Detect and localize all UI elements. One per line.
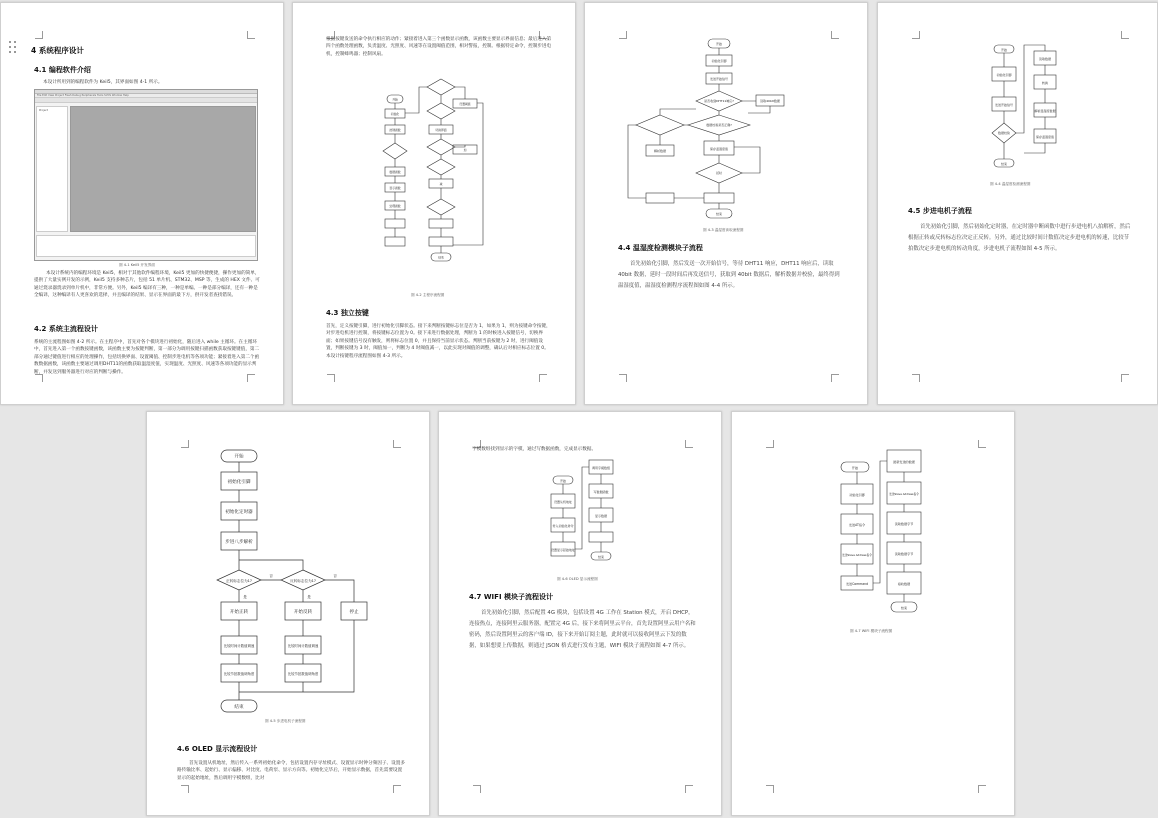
keil5-screenshot [34,89,258,261]
flow-node: 开始 [1000,48,1008,52]
flow-node: 初始化引脚 [711,59,727,63]
flow-node: 初始化引脚 [996,73,1012,77]
flow-node: 延时 [715,171,723,175]
flow-node: 初始化定时器 [225,510,253,515]
humidity-flowchart [990,41,1060,176]
flow-node: 发送Command [845,582,869,586]
flow-node: 写数据函数 [593,490,609,494]
section-heading: 4.3 独立按键 [326,309,369,317]
flow-node: 初始化引脚 [227,480,251,485]
flow-node: 保存温湿度值 [1035,135,1055,139]
flow-label-yes: 是 [243,595,247,599]
page-5 [146,411,430,816]
flow-node: 设置显示起始地址 [550,548,576,552]
flow-node: 读取数据字节 [894,522,914,526]
flow-node: 显示函数 [389,186,401,190]
flow-node: 正转标志位为1? [226,579,252,583]
flow-node: 处理函数 [389,204,401,208]
flow-node: 接收数据 [897,582,911,586]
figure-caption: 图 4-5 步进电机子流程图 [265,719,306,723]
flow-node: 开始 [234,454,244,460]
flow-label-no: 否 [333,574,337,578]
flow-node: 发送AT指令 [848,523,866,527]
paragraph: 根据按键发送的命令执行相应的动作；紧接着进入第三个函数显示函数，该函数主要显示界面信息；最后进入第四个函数处理函数，负责温度、光照度、风速等在设置阈值范围，相对警报，控制。根据特定命令，控制步进电机，控制蜂鸣器；控制风扇。 [326,37,552,57]
figure-caption: 图 4-7 WIFI 模块子流程图 [850,629,893,633]
figure-caption: 图 4-3 温湿度读取流程图 [703,228,744,232]
flow-node: 减 [439,182,443,186]
page-7 [731,411,1015,816]
paragraph: 首先初始化引脚，然后配置 4G 模块，包括设置 4G 工作在 Station 模式，开启 DHCP，连接热点，连接阿里云服务器，配置完 4G 后，接下来将阿里云平台，首先设置阿里云用户名和密码，然后设置阿里云的客户端 ID，接下来开始订阅主题，此时就可以接收阿里云下发的数据，如果想要上传数据，则通过 JSON 格式进行发布主题，WIFI 模块子流程如图 4-7 所示。 [469,610,696,649]
flow-node: 开始 [851,466,859,470]
flow-node: 开始反转 [293,610,313,615]
screenshot-menu: File Edit View Project Flash Debug Peripherals Tools SVCS Window Help [35,94,257,98]
flow-node: 结束 [900,606,908,610]
flow-node: 结束 [715,212,723,216]
paragraph: 本设计系统内的编程环境是 Keil5，相对于其他软件编程环境，Keil5 更加的快捷便捷，操作更加的简单，提供了大量实例开发的示例，Keil5 支持多种芯片，包括 51 单片机、STM32、MSP 等，生成的 HEX 文件、可通过烧录器烧录到单片机中，非常方便。另外，Keil5 编译有三种，一种是单编、一种是部分编译，还有一种是全编译，这种编译有人更喜欢的选择，并且编译的结果、显示在界面的最下方，供开发者查找错误。 [34,271,260,299]
flow-node: 传入初始化命令 [552,524,574,528]
flow-node: 保存温湿度值 [709,147,729,151]
flow-node: 开始正转 [229,610,249,615]
flow-node: 反转标志位为1? [290,579,316,583]
screenshot-build-output [36,235,256,257]
wifi-flowchart [837,448,937,618]
flow-node: 发送开始信号 [709,77,729,81]
flow-node: 调用字模数组 [591,466,611,470]
figure-caption: 图 4-4 温湿度检测流程图 [990,182,1031,186]
flow-node: 数据校验 [997,131,1011,135]
flow-node: 转换 [1041,81,1049,85]
section-heading: 4.5 步进电机子流程 [908,207,972,215]
flow-node: 初始化 [390,112,400,116]
flow-node: 开始 [559,479,567,483]
flow-label-no: 否 [269,574,273,578]
flow-node: 停止 [349,610,359,615]
flow-node: 解析温湿度数据 [1034,109,1056,113]
flow-node: 结束 [597,555,605,559]
flow-label-yes: 是 [307,595,311,599]
paragraph: 首先初始化引脚，然后发送一次开始信号，等待 DHT11 响应，DHT11 响应后，读取 40bit 数据，延时一段时间后再发送信号，获取到 40bit 数据后，解析数据并校验，最终得到温湿度值，温湿度检测程序流程图如图 4-4 所示。 [618,261,840,289]
flow-node: 结束 [234,705,244,710]
flow-node: 读取数据 [1038,57,1052,61]
screenshot-project-panel: Project [36,106,68,232]
drag-handle-icon[interactable] [9,41,17,55]
page-1 [0,2,284,405]
flow-node: 数据校验是否正确? [706,123,732,127]
paragraph: 首先初始化引脚，然后初始化定时器，在定时器中断函数中进行步进电机八拍解析，然后根据正转或反转标志位决定正反转。另外，通过比较时间计数值决定步进电机的转速，比较节拍数决定步进电机的转动角度，步进电机子流程如图 4-5 所示。 [908,224,1131,252]
section-heading: 4.6 OLED 显示流程设计 [177,745,258,753]
flow-node: 发送Slave Address指令 [842,553,872,557]
flow-node: 开始 [392,97,398,102]
figure-caption: 图 4-1 Keil5 开发界面 [119,263,155,267]
flow-node: 比较时间计数值调速 [223,644,255,648]
figure-caption: 图 4-6 OLED 显示流程图 [557,577,598,581]
flow-node: 显示数据 [594,514,608,518]
flow-node: 加 [463,148,467,152]
flow-node: 是否收到DHT11响应? [704,99,734,103]
flow-node: 发送Slave Address指令 [889,492,919,496]
stepper-motor-flowchart [207,446,387,716]
flow-node: 数据函数 [389,170,401,174]
flow-node: 最新发送的数据 [893,460,915,464]
section-heading: 4.7 WIFI 模块子流程设计 [469,593,553,601]
flow-node: 比较时间计数值调速 [287,644,319,648]
section-heading: 4.4 温湿度检测模块子流程 [618,244,703,252]
paragraph: 字模数组找到显示的字模，通过写数据函数，完成显示数据。 [472,447,597,452]
paragraph: 首先，定义按键引脚，进行初始化引脚状态。接下来判断按键标志位是否为 1，如果为 1，则为按键命令按键，对步进电机进行控制，将按键标志位置为 0。接下来进行数据处理，判断为 1 的时候进入按键信号，切换界面；如果按键信号没有触发，则将标志位置 0，并且保持当前显示状态。判断当前按键为 2 时，进行阈值设置，判断按键为 3 时，阈值加一，判断为 4 时阈值减一，以此实现对阈值的调整，确认后对相应标志位置 0。本设计按键程序流程图如图 4-3 所示。 [326,324,551,359]
flow-node: 比较节拍数值调角度 [287,672,319,676]
section-heading: 4.2 系统主流程设计 [34,325,98,333]
screenshot-editor [70,106,256,232]
flow-node: 步进八步解析 [225,540,253,545]
oled-flowchart [549,456,629,571]
dht11-read-flowchart [620,35,790,225]
page-3 [584,2,868,405]
paragraph: 系统的主流程图如图 4-2 所示。在主程序中，首先对各个模块进行初始化，随后进入 while 主循环。在主循环中，首先进入第一个函数按键函数，该函数主要为按键判断，第一部分为调用按键扫描函数获取按键键值，第二部分通过键值进行相应的处理操作，包括切换界面、设置阈值、控制步进电机等各项功能；紧接着进入第二个函数数据函数，该函数主要通过调用DHT11的函数获取温湿度值，实现温度、光照度、风速等各项功能的显示判断，并发送到服务器进行对应的判断与操作。 [34,340,260,375]
flow-node: 读取40bit数据 [760,99,780,103]
main-flowchart [383,75,493,265]
flow-node: 切换界面 [435,128,447,132]
flow-node: 设置阈值 [459,102,471,106]
flow-node: 解析数据 [653,149,667,153]
page-4 [877,2,1158,405]
section-heading: 4.1 编程软件介绍 [34,66,91,74]
paragraph: 首先设置从机地址，然后传入一系列初始化命令，包括设置内存寻址模式、设置显示时钟分频因子、设置多路传输比率、起始行、显示偏移、对比度、电荷泵、显示方向等。初始化完毕后，开始显示数据，首先需要设置显示的起始地址，然后调用字模数组，比对 [177,761,405,781]
flow-node: 开始 [715,42,723,46]
flow-node: 比较节拍数值调角度 [223,672,255,676]
flow-node: 设置从机地址 [553,500,573,504]
flow-node: 初始化引脚 [849,493,865,497]
figure-caption: 图 4-2 主程序流程图 [411,293,445,297]
flow-node: 结束 [438,255,444,260]
flow-node: 按键函数 [389,128,401,132]
flow-node: 结束 [1000,162,1008,166]
flow-node: 读取数据字节 [894,552,914,556]
chapter-heading: 4 系统程序设计 [31,46,84,55]
flow-node: 发送开始信号 [994,103,1014,107]
page-2 [292,2,576,405]
page-6 [438,411,722,816]
paragraph: 本设计所用到的编程软件为 Keil5，其界面如图 4-1 所示。 [43,80,163,85]
